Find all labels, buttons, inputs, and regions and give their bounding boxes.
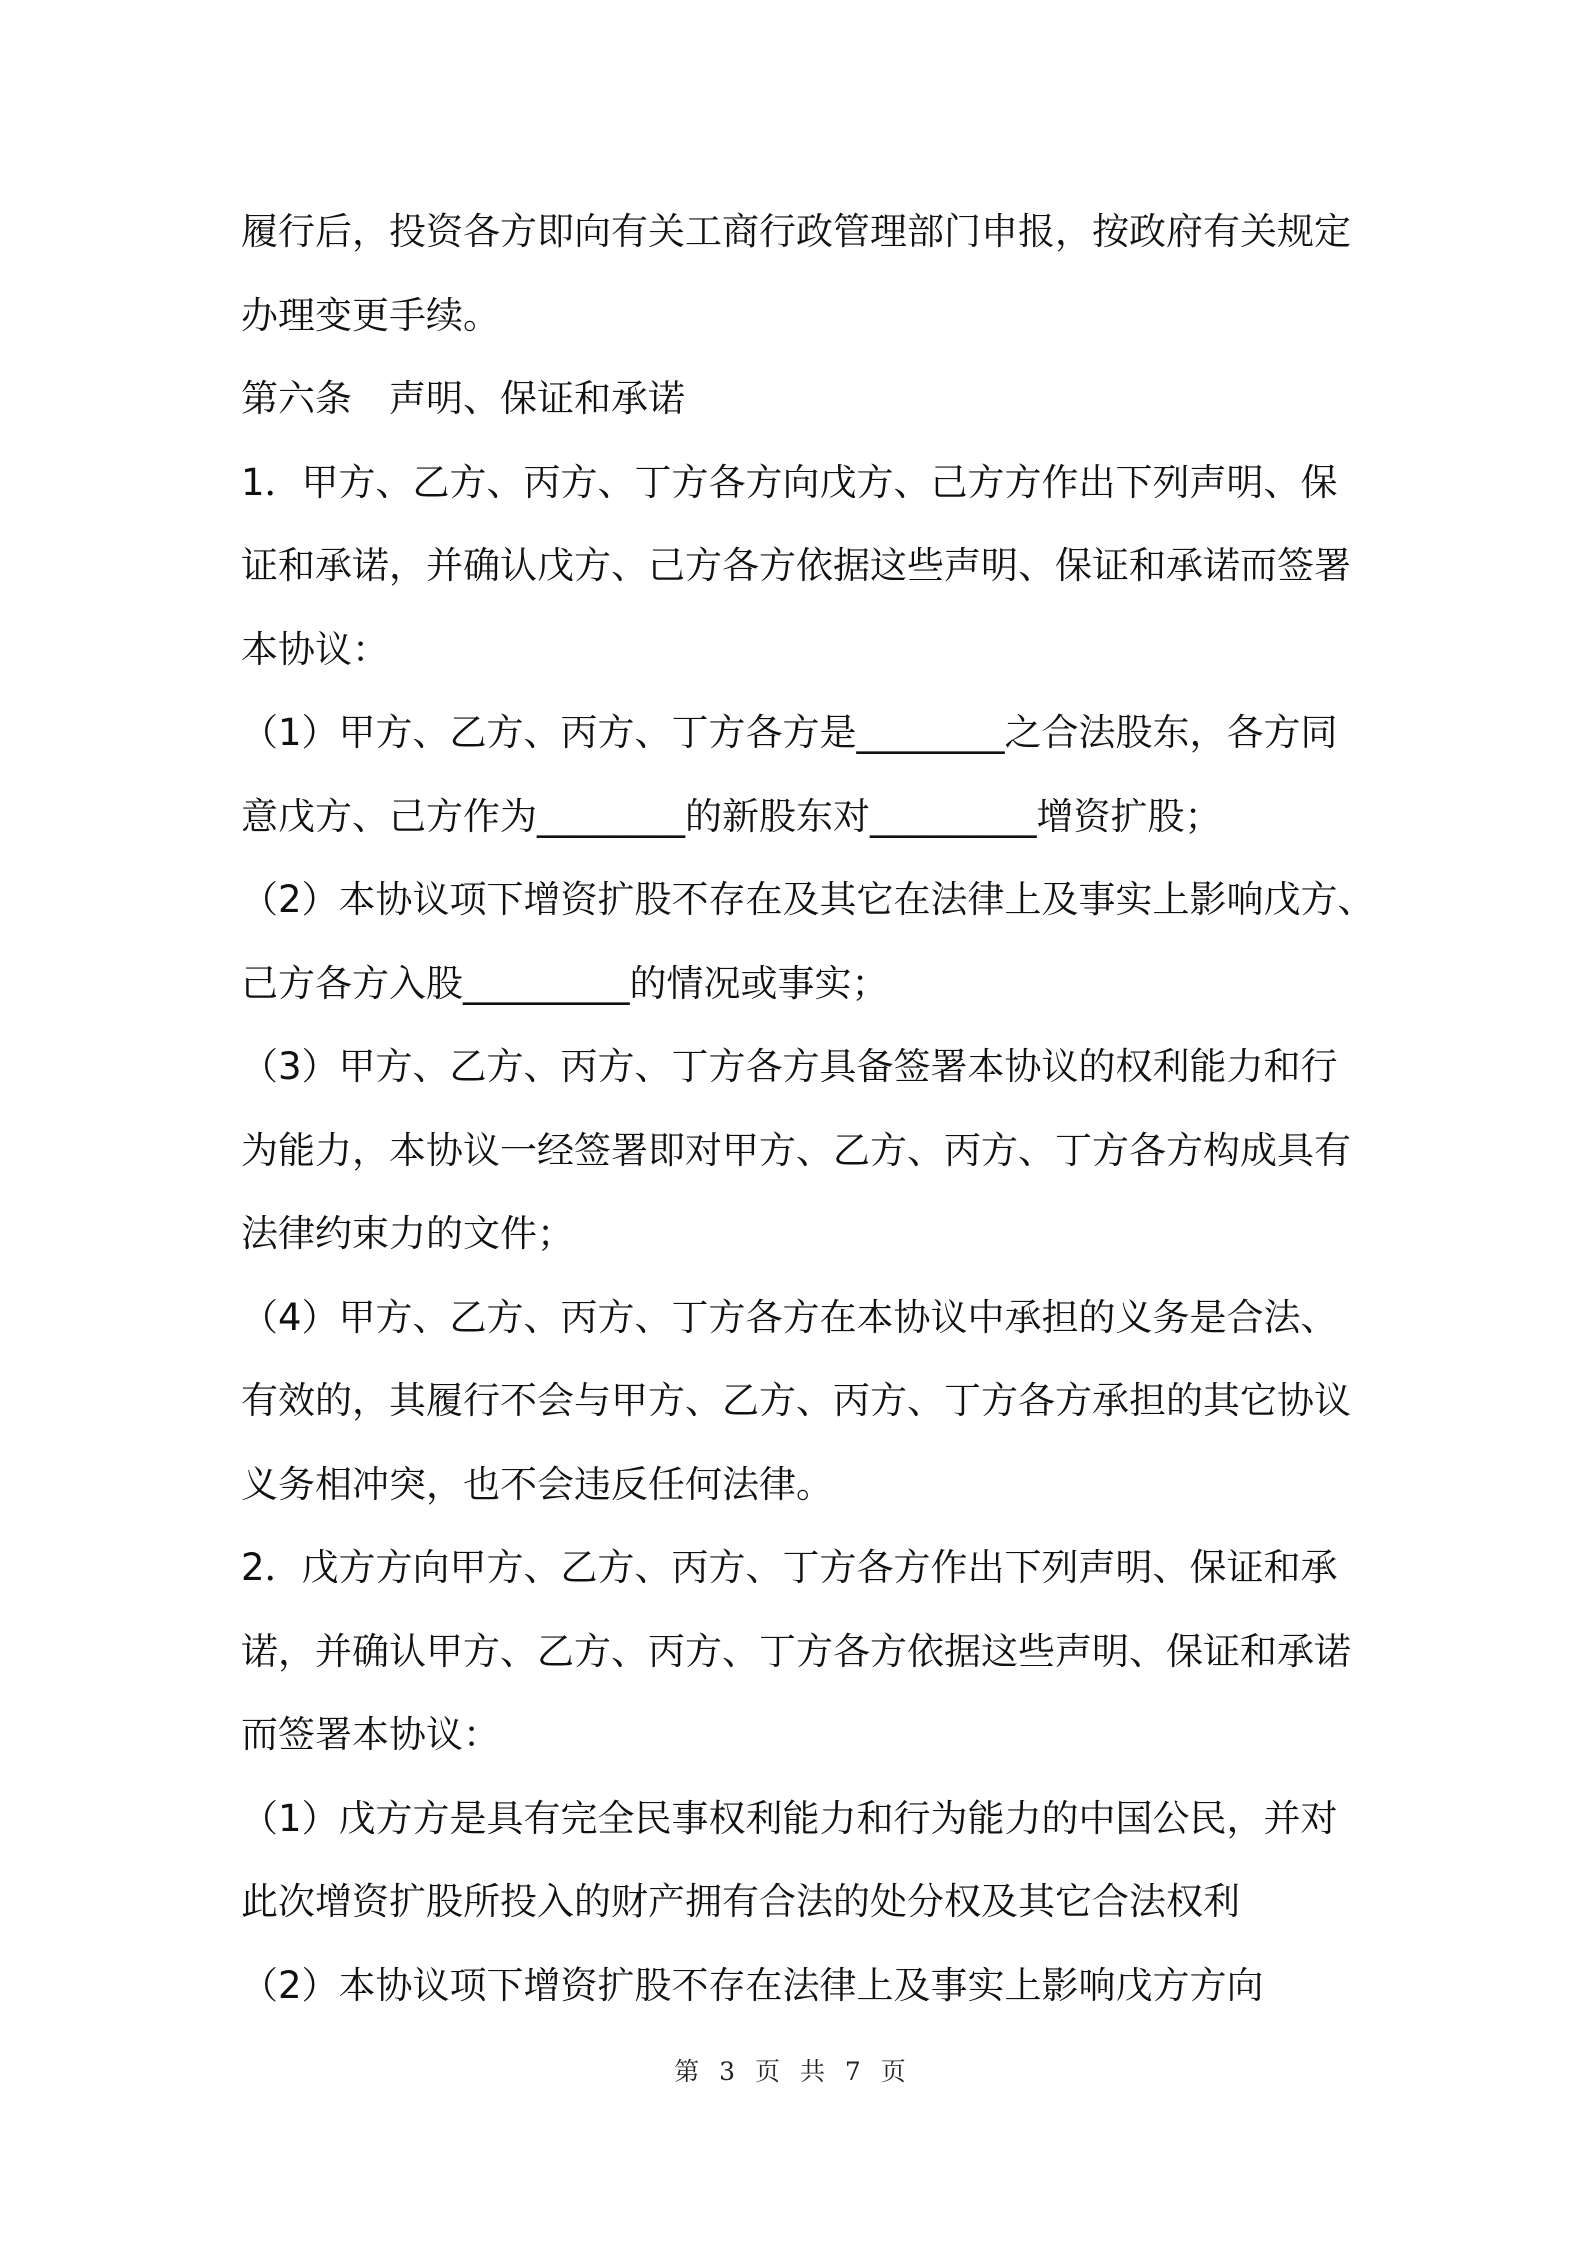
text-line: 而签署本协议： bbox=[241, 1713, 500, 1756]
text-line: 意戊方、己方作为________的新股东对_________增资扩股； bbox=[241, 794, 1222, 838]
text-line: （2）本协议项下增资扩股不存在及其它在法律上及事实上影响戊方、 bbox=[241, 878, 1375, 921]
text-line: （3）甲方、乙方、丙方、丁方各方具备签署本协议的权利能力和行 bbox=[241, 1045, 1338, 1088]
text-line: （4）甲方、乙方、丙方、丁方各方在本协议中承担的义务是合法、 bbox=[241, 1295, 1338, 1339]
text-line: 己方各方入股_________的情况或事实； bbox=[241, 961, 889, 1005]
text-line: 义务相冲突，也不会违反任何法律。 bbox=[241, 1462, 833, 1506]
text-line: 办理变更手续。 bbox=[241, 293, 500, 337]
text-line: 诺，并确认甲方、乙方、丙方、丁方各方依据这些声明、保证和承诺 bbox=[241, 1629, 1351, 1673]
text-line: 为能力，本协议一经签署即对甲方、乙方、丙方、丁方各方构成具有 bbox=[241, 1128, 1351, 1172]
text-line: 法律约束力的文件； bbox=[241, 1212, 574, 1255]
text-line: 履行后，投资各方即向有关工商行政管理部门申报，按政府有关规定 bbox=[241, 210, 1351, 253]
text-line: 有效的，其履行不会与甲方、乙方、丙方、丁方各方承担的其它协议 bbox=[241, 1379, 1351, 1422]
document-body bbox=[241, 190, 1375, 2027]
text-line: 证和承诺，并确认戊方、己方各方依据这些声明、保证和承诺而签署 bbox=[241, 544, 1351, 587]
article-heading: 第六条 声明、保证和承诺 bbox=[241, 377, 685, 420]
text-line: 此次增资扩股所投入的财产拥有合法的处分权及其它合法权利 bbox=[241, 1880, 1240, 1923]
text-line: （1）戊方方是具有完全民事权利能力和行为能力的中国公民，并对 bbox=[241, 1796, 1338, 1840]
text-line: （1）甲方、乙方、丙方、丁方各方是________之合法股东，各方同 bbox=[241, 711, 1338, 754]
text-line: （2）本协议项下增资扩股不存在法律上及事实上影响戊方方向 bbox=[241, 1963, 1264, 2007]
text-line: 1．甲方、乙方、丙方、丁方各方向戊方、己方方作出下列声明、保 bbox=[241, 460, 1338, 504]
page-number-footer: 第 3 页 共 7 页 bbox=[674, 2057, 912, 2086]
text-line: 2．戊方方向甲方、乙方、丙方、丁方各方作出下列声明、保证和承 bbox=[241, 1546, 1338, 1589]
text-line: 本协议： bbox=[241, 627, 389, 671]
